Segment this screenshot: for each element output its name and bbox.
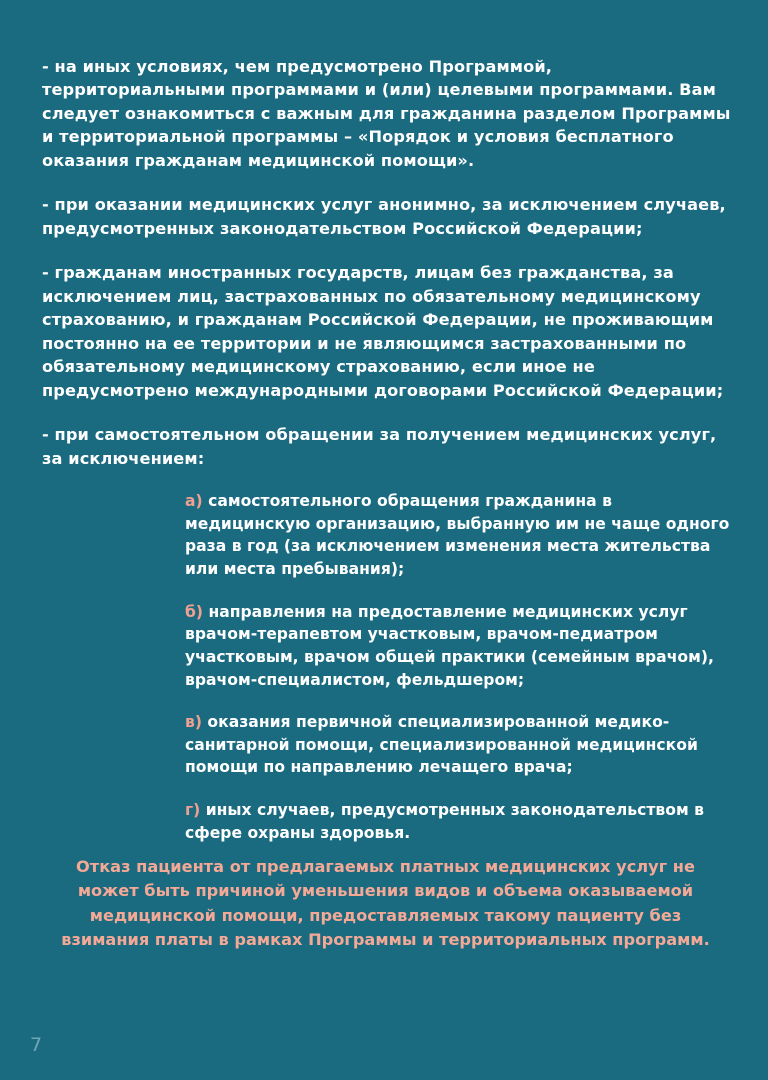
list-item	[185, 601, 730, 691]
list-item-marker: б)	[185, 602, 204, 621]
list-item-marker: в)	[185, 713, 202, 732]
list-item-text: направления на предоставление медицинских услуг врачом-терапевтом участковым, врачом-педиатром участковым, врачом общей практики (семейным врачом), врачом-специалистом, фельдшером;	[185, 602, 714, 689]
list-item	[185, 711, 730, 779]
list-item	[185, 799, 730, 844]
list-item-marker: а)	[185, 492, 203, 511]
list-item-text: самостоятельного обращения гражданина в медицинскую организацию, выбранную им не чаще одного раза в год (за исключением изменения места жительства или места пребывания);	[185, 492, 730, 579]
paragraph-2: - при оказании медицинских услуг анонимно, за исключением случаев, предусмотренных законодательством Российской Федерации;	[42, 195, 726, 238]
highlighted-note: Отказ пациента от предлагаемых платных медицинских услуг не может быть причиной уменьшения видов и объема оказываемой медицинской помощи, предоставляемых такому пациенту без взимания платы в рамках Программы и территориальных программ.	[61, 857, 710, 949]
list-item-marker: г)	[185, 800, 201, 819]
list-item-text: иных случаев, предусмотренных законодательством в сфере охраны здоровья.	[185, 800, 705, 842]
page-number: 7	[30, 1034, 43, 1056]
sub-items-list	[185, 490, 730, 844]
paragraph-4: - при самостоятельном обращении за получением медицинских услуг, за исключением:	[42, 425, 717, 468]
document-body	[42, 55, 732, 864]
list-item	[185, 490, 730, 580]
paragraph-1: - на иных условиях, чем предусмотрено Программой, территориальными программами и (или) целевыми программами. Вам следует ознакомиться с важным для гражданина разделом Программы и территориальной программы – «Порядок и условия бесплатного оказания гражданам медицинской помощи».	[42, 57, 731, 170]
list-item-text: оказания первичной специализированной медико-санитарной помощи, специализированной медицинской помощи по направлению лечащего врача;	[185, 713, 698, 777]
paragraph-3: - гражданам иностранных государств, лицам без гражданства, за исключением лиц, застрахованных по обязательному медицинскому страхованию, и гражданам Российской Федерации, не проживающим постоянно на ее территории и не являющимся застрахованными по обязательному медицинскому страхованию, если иное не предусмотрено международными договорами Российской Федерации;	[42, 263, 724, 400]
